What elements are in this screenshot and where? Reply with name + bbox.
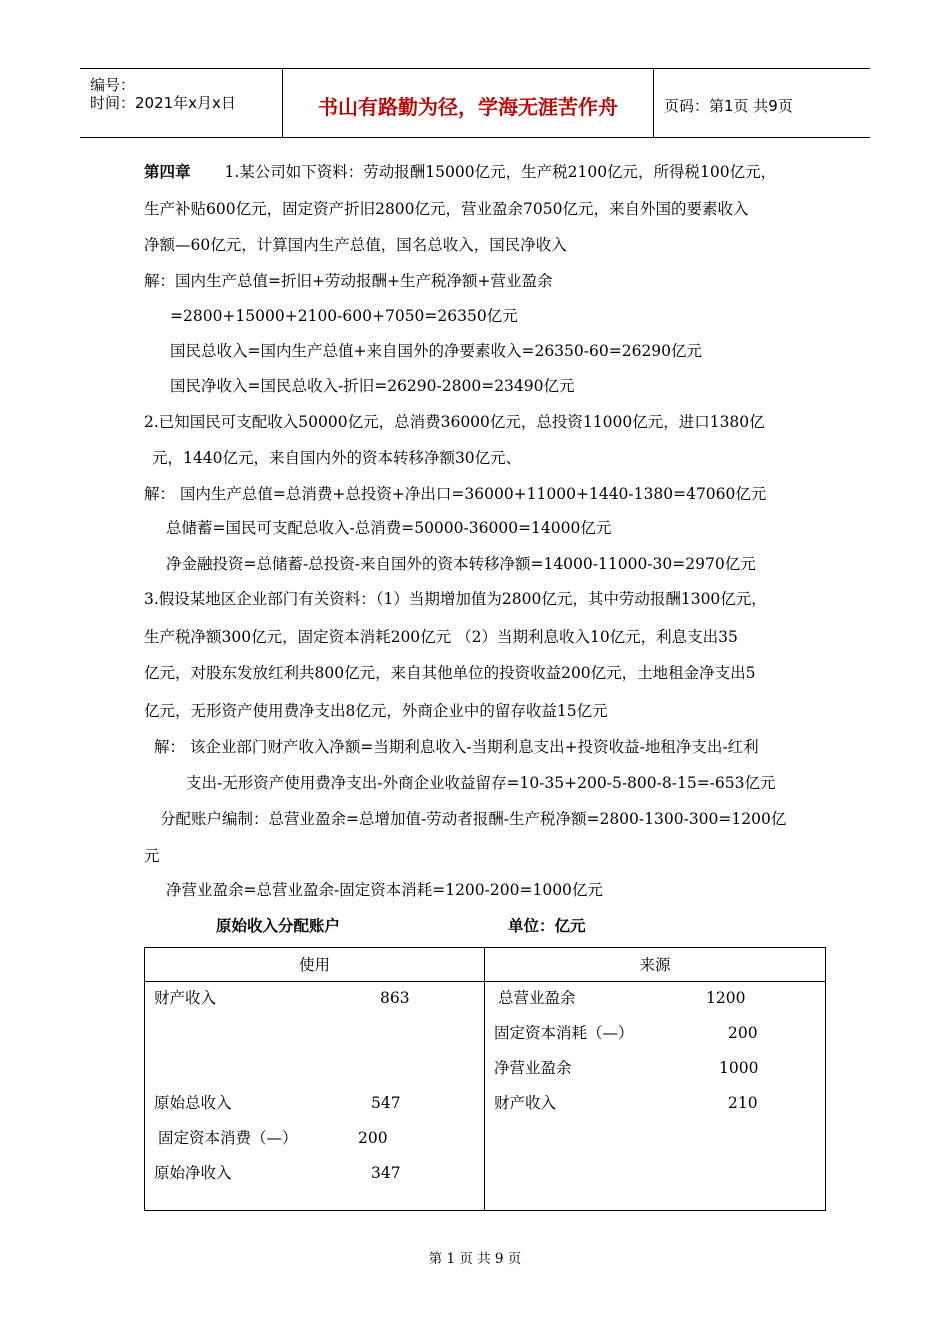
body-line-9: 元，1440亿元，来自国内外的资本转移净额30亿元、 bbox=[152, 449, 522, 467]
body-line-3: 净额—60亿元，计算国内生产总值，国名总收入，国民净收入 bbox=[144, 236, 567, 254]
source-row-1-label: 总营业盈余 bbox=[498, 989, 576, 1007]
body-line-13: 3.假设某地区企业部门有关资料：（1）当期增加值为2800亿元，其中劳动报酬1300亿元， bbox=[144, 590, 767, 608]
header-page-cell bbox=[654, 69, 870, 137]
body-line-19: 分配账户编制：总营业盈余=总增加值-劳动者报酬-生产税净额=2800-1300-300=1200亿 bbox=[160, 810, 787, 828]
header-meta-cell bbox=[80, 69, 283, 137]
source-row-4-label: 财产收入 bbox=[494, 1094, 557, 1112]
page-footer: 第 1 页 共 9 页 bbox=[428, 1251, 522, 1267]
column-divider bbox=[484, 948, 485, 1210]
use-row-1-label: 财产收入 bbox=[154, 989, 217, 1007]
account-title: 原始收入分配账户 bbox=[216, 916, 341, 935]
number-label: 编号： bbox=[90, 76, 136, 94]
body-line-16: 亿元，无形资产使用费净支出8亿元，外商企业中的留存收益15亿元 bbox=[144, 702, 608, 720]
time-label: 时间：2021年x月x日 bbox=[90, 94, 236, 112]
body-line-18: 支出-无形资产使用费净支出-外商企业收益留存=10-35+200-5-800-8-15=-653亿元 bbox=[186, 774, 776, 792]
motto: 书山有路勤为径，学海无涯苦作舟 bbox=[318, 95, 618, 119]
use-row-1-value: 863 bbox=[380, 989, 410, 1007]
body-line-15: 亿元，对股东发放红利共800亿元，来自其他单位的投资收益200亿元，土地租金净支出5 bbox=[144, 664, 756, 682]
body-line-17: 解： 该企业部门财产收入净额=当期利息收入-当期利息支出+投资收益-地租净支出-红利 bbox=[154, 738, 759, 756]
body-line-21: 净营业盈余=总营业盈余-固定资本消耗=1200-200=1000亿元 bbox=[166, 881, 603, 899]
body-line-12: 净金融投资=总储蓄-总投资-来自国外的资本转移净额=14000-11000-30=2970亿元 bbox=[166, 555, 756, 573]
body-line-14: 生产税净额300亿元，固定资本消耗200亿元 （2）当期利息收入10亿元，利息支出35 bbox=[144, 628, 738, 646]
income-account-table bbox=[144, 947, 826, 1211]
use-row-4-value: 347 bbox=[371, 1164, 401, 1182]
body-line-4: 解：国内生产总值=折旧+劳动报酬+生产税净额+营业盈余 bbox=[144, 272, 553, 290]
body-line-20: 元 bbox=[144, 847, 160, 865]
body-line-10: 解： 国内生产总值=总消费+总投资+净出口=36000+11000+1440-1380=47060亿元 bbox=[144, 485, 767, 503]
body-line-11: 总储蓄=国民可支配总收入-总消费=50000-36000=14000亿元 bbox=[166, 519, 612, 537]
use-row-2-label: 原始总收入 bbox=[154, 1094, 232, 1112]
body-line-2: 生产补贴600亿元，固定资产折旧2800亿元，营业盈余7050亿元，来自外国的要素收入 bbox=[144, 200, 749, 218]
use-row-3-value: 200 bbox=[358, 1129, 388, 1147]
body-line-6: 国民总收入=国内生产总值+来自国外的净要素收入=26350-60=26290亿元 bbox=[170, 342, 703, 360]
source-row-2-value: 200 bbox=[728, 1024, 758, 1042]
page-info: 页码：第1页 共9页 bbox=[664, 97, 793, 115]
header-divider bbox=[145, 981, 825, 982]
source-row-1-value: 1200 bbox=[706, 989, 746, 1007]
account-unit: 单位：亿元 bbox=[508, 916, 586, 935]
source-column-header: 来源 bbox=[639, 956, 671, 974]
body-line-8: 2.已知国民可支配收入50000亿元，总消费36000亿元，总投资11000亿元，进口1380亿 bbox=[144, 413, 765, 431]
source-row-3-label: 净营业盈余 bbox=[494, 1059, 572, 1077]
source-row-2-label: 固定资本消耗（—） bbox=[494, 1024, 634, 1042]
source-row-3-value: 1000 bbox=[719, 1059, 759, 1077]
page-header bbox=[80, 68, 870, 138]
header-motto-cell bbox=[283, 69, 654, 137]
source-row-4-value: 210 bbox=[728, 1094, 758, 1112]
use-row-4-label: 原始净收入 bbox=[154, 1164, 232, 1182]
body-line-5: =2800+15000+2100-600+7050=26350亿元 bbox=[170, 307, 518, 325]
use-column-header: 使用 bbox=[298, 956, 330, 974]
use-row-3-label: 固定资本消费（—） bbox=[158, 1129, 298, 1147]
use-row-2-value: 547 bbox=[371, 1094, 401, 1112]
chapter-title: 第四章 bbox=[144, 162, 191, 181]
body-line-7: 国民净收入=国民总收入-折旧=26290-2800=23490亿元 bbox=[170, 377, 575, 395]
body-line-1: 第四章 1.某公司如下资料：劳动报酬15000亿元，生产税2100亿元，所得税100亿元， bbox=[144, 162, 777, 181]
